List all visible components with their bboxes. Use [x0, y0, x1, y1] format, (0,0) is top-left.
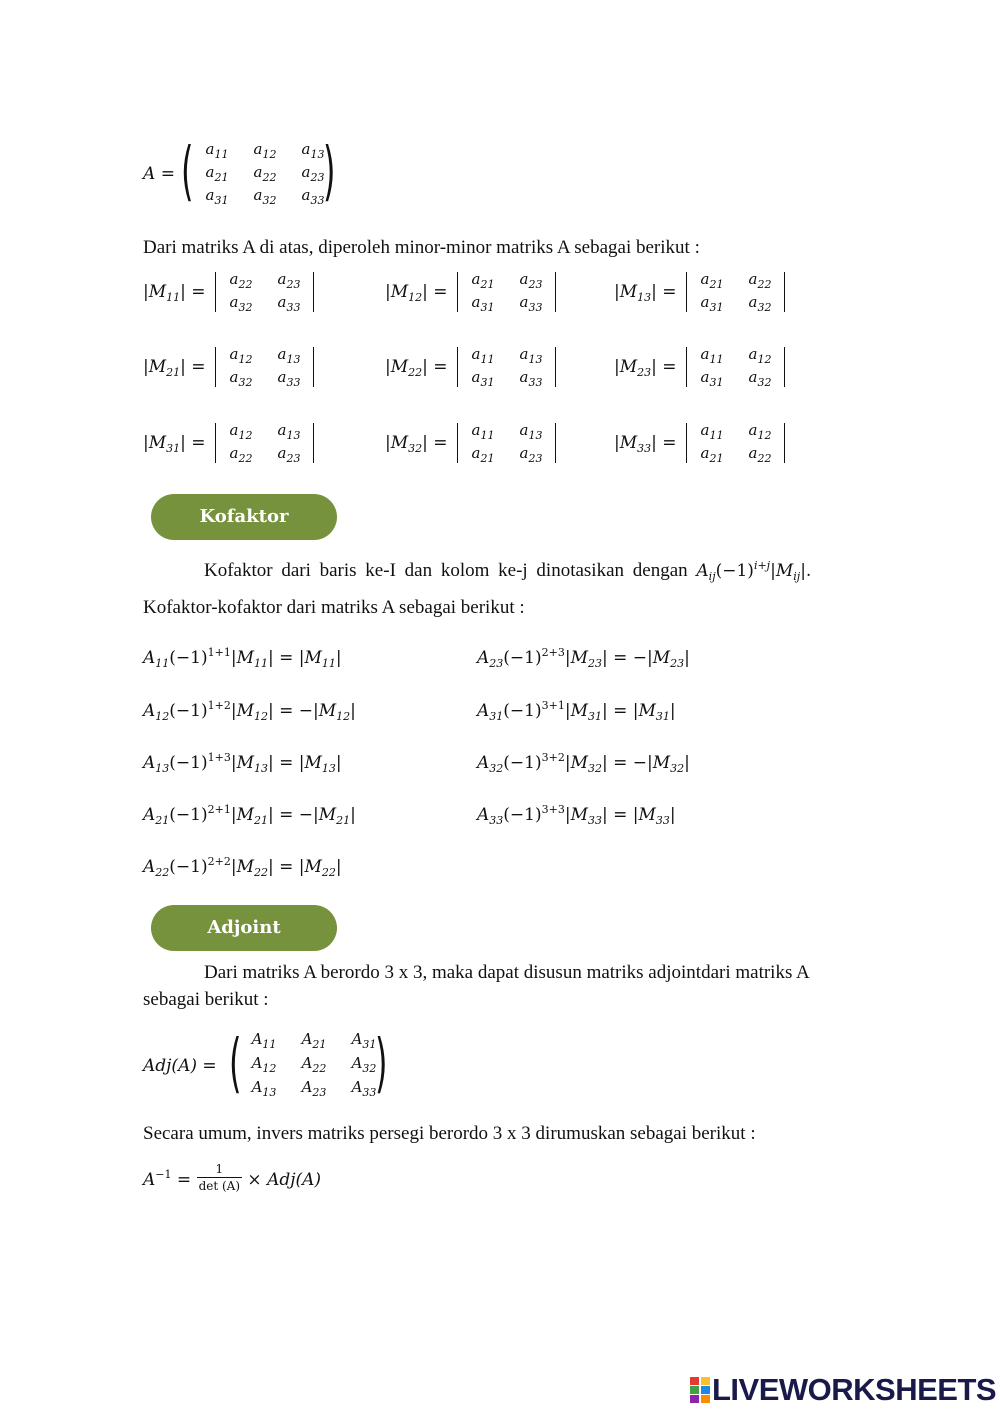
matrix-entry: $a_{13}$ — [519, 421, 543, 442]
matrix-entry: $a_{23}$ — [301, 163, 325, 184]
adj-right-paren: ) — [375, 1027, 388, 1101]
kofaktor-definition — [204, 560, 864, 582]
matrix-entry: $a_{13}$ — [519, 345, 543, 366]
matrix-entry: $a_{21}$ — [471, 444, 495, 465]
cofactor-a31: $A_{31}(-1)^{3+1}|M_{31}| = |M_{31}|$ — [477, 699, 676, 723]
minor-label: $|M_{22}|$ = — [385, 357, 448, 379]
matrix-entry: $a_{33}$ — [519, 368, 543, 389]
right-paren: ) — [323, 135, 336, 209]
matrix-entry: $a_{32}$ — [748, 293, 772, 314]
determinant-right-bar — [784, 423, 785, 463]
liveworksheets-logo — [690, 1372, 996, 1408]
determinant-left-bar — [686, 347, 687, 387]
matrix-entry: $a_{23}$ — [519, 270, 543, 291]
kofaktor-intro: Kofaktor-kofaktor dari matriks A sebagai berikut : — [143, 597, 525, 618]
minor-label: $|M_{33}|$ = — [614, 433, 677, 455]
matrix-entry: $A_{11}$ — [251, 1030, 277, 1051]
cofactor-a21: $A_{21}(-1)^{2+1}|M_{21}| = -|M_{21}|$ — [143, 803, 356, 827]
matrix-entry: $a_{21}$ — [471, 270, 495, 291]
determinant-right-bar — [313, 347, 314, 387]
matrix-entry: $a_{32}$ — [229, 368, 253, 389]
matrix-entry: $a_{22}$ — [748, 270, 772, 291]
minor-m23 — [614, 345, 789, 391]
matrix-entry: $a_{11}$ — [471, 345, 495, 366]
matrix-entry: $a_{11}$ — [205, 140, 229, 161]
matrix-entry: $a_{33}$ — [301, 186, 325, 207]
matrix-entry: $a_{23}$ — [277, 270, 301, 291]
kofaktor-formula: $A_{ij}(-1)^{i+j}|M_{ij}|$. — [696, 559, 812, 583]
matrix-entry: $a_{33}$ — [519, 293, 543, 314]
determinant-right-bar — [784, 347, 785, 387]
inverse-formula: $A^{-1}$ = 1 det (A) × Adj(A) — [143, 1162, 322, 1193]
matrix-entry: $a_{31}$ — [205, 186, 229, 207]
minor-label: $|M_{21}|$ = — [143, 357, 206, 379]
cofactor-a11: $A_{11}(-1)^{1+1}|M_{11}| = |M_{11}|$ — [143, 646, 342, 670]
determinant-left-bar — [215, 272, 216, 312]
matrix-entry: $a_{33}$ — [277, 293, 301, 314]
minor-label: $|M_{13}|$ = — [614, 282, 677, 304]
matrix-entry: $a_{12}$ — [253, 140, 277, 161]
matrix-entry: $a_{31}$ — [700, 368, 724, 389]
matrix-entry: $a_{21}$ — [205, 163, 229, 184]
matrix-entry: $a_{12}$ — [229, 421, 253, 442]
matrix-entry: $A_{13}$ — [251, 1078, 277, 1099]
matrix-entry: $a_{22}$ — [748, 444, 772, 465]
minor-m33 — [614, 421, 789, 467]
matrix-entry: $a_{31}$ — [471, 293, 495, 314]
inverse-fraction — [197, 1162, 242, 1193]
cofactor-a13: $A_{13}(-1)^{1+3}|M_{13}| = |M_{13}|$ — [143, 751, 342, 775]
matrix-entry: $a_{23}$ — [277, 444, 301, 465]
matrix-entry: $a_{22}$ — [253, 163, 277, 184]
fraction-denominator: det (A) — [198, 1179, 241, 1193]
determinant-left-bar — [457, 347, 458, 387]
matrix-entry: $a_{31}$ — [700, 293, 724, 314]
matrix-entry: $A_{12}$ — [251, 1054, 277, 1075]
adjoint-badge: Adjoint — [151, 905, 337, 951]
determinant-right-bar — [313, 423, 314, 463]
matrix-entry: $A_{31}$ — [351, 1030, 377, 1051]
determinant-right-bar — [555, 347, 556, 387]
determinant-left-bar — [686, 272, 687, 312]
matrix-entry: $A_{32}$ — [351, 1054, 377, 1075]
matrix-entry: $a_{13}$ — [277, 421, 301, 442]
minor-label: $|M_{11}|$ = — [143, 282, 206, 304]
minor-m32 — [385, 421, 560, 467]
determinant-left-bar — [686, 423, 687, 463]
determinant-left-bar — [215, 423, 216, 463]
minor-label: $|M_{23}|$ = — [614, 357, 677, 379]
matrix-entry: $a_{32}$ — [748, 368, 772, 389]
cofactor-a22: $A_{22}(-1)^{2+2}|M_{22}| = |M_{22}|$ — [143, 855, 342, 879]
determinant-right-bar — [555, 272, 556, 312]
cofactor-a12: $A_{12}(-1)^{1+2}|M_{12}| = -|M_{12}|$ — [143, 699, 356, 723]
matrix-entry: $a_{13}$ — [301, 140, 325, 161]
matrix-entry: $a_{11}$ — [700, 421, 724, 442]
liveworksheets-logo-text: LIVEWORKSHEETS — [712, 1372, 997, 1407]
determinant-right-bar — [784, 272, 785, 312]
minor-m31 — [143, 421, 318, 467]
adjoint-text-line2: sebagai berikut : — [143, 989, 269, 1010]
determinant-right-bar — [313, 272, 314, 312]
cofactor-a33: $A_{33}(-1)^{3+3}|M_{33}| = |M_{33}|$ — [477, 803, 676, 827]
determinant-left-bar — [215, 347, 216, 387]
determinant-right-bar — [555, 423, 556, 463]
matrix-entry: $a_{13}$ — [277, 345, 301, 366]
kofaktor-badge: Kofaktor — [151, 494, 337, 540]
cofactor-a32: $A_{32}(-1)^{3+2}|M_{32}| = -|M_{32}|$ — [477, 751, 690, 775]
kofaktor-text: Kofaktor dari baris ke-I dan kolom ke-j dinotasikan dengan — [204, 560, 688, 581]
minor-m21 — [143, 345, 318, 391]
minor-intro: Dari matriks A di atas, diperoleh minor-minor matriks A sebagai berikut : — [143, 237, 700, 258]
determinant-left-bar — [457, 272, 458, 312]
matrix-entry: $a_{21}$ — [700, 270, 724, 291]
inverse-lhs: A — [143, 1170, 156, 1190]
matrix-entry: $a_{31}$ — [471, 368, 495, 389]
cofactor-a23: $A_{23}(-1)^{2+3}|M_{23}| = -|M_{23}|$ — [477, 646, 690, 670]
minor-label: $|M_{31}|$ = — [143, 433, 206, 455]
matrix-entry: $a_{22}$ — [229, 444, 253, 465]
liveworksheets-logo-icon — [690, 1377, 710, 1403]
minor-label: $|M_{32}|$ = — [385, 433, 448, 455]
matrix-entry: $A_{33}$ — [351, 1078, 377, 1099]
matrix-entry: $a_{12}$ — [748, 345, 772, 366]
left-paren: ( — [181, 135, 194, 209]
fraction-bar — [197, 1177, 242, 1178]
matrix-entry: $a_{11}$ — [471, 421, 495, 442]
matrix-entry: $a_{32}$ — [253, 186, 277, 207]
matrix-entry: $a_{21}$ — [700, 444, 724, 465]
matrix-entry: $A_{21}$ — [301, 1030, 327, 1051]
matrix-entry: $a_{33}$ — [277, 368, 301, 389]
matrix-entry: $a_{32}$ — [229, 293, 253, 314]
adjoint-text-line1: Dari matriks A berordo 3 x 3, maka dapat disusun matriks adjointdari matriks A — [204, 962, 810, 983]
inverse-intro: Secara umum, invers matriks persegi berordo 3 x 3 dirumuskan sebagai berikut : — [143, 1123, 756, 1144]
matrix-entry: $a_{12}$ — [748, 421, 772, 442]
matrix-a-lhs: A = — [143, 164, 175, 184]
adj-left-paren: ( — [229, 1027, 242, 1101]
matrix-entry: $a_{11}$ — [700, 345, 724, 366]
minor-label: $|M_{12}|$ = — [385, 282, 448, 304]
matrix-entry: $a_{12}$ — [229, 345, 253, 366]
minor-m12 — [385, 270, 560, 316]
minor-m13 — [614, 270, 789, 316]
matrix-a-definition — [143, 135, 343, 212]
matrix-entry: $a_{23}$ — [519, 444, 543, 465]
minor-m11 — [143, 270, 318, 316]
inverse-rhs: × Adj(A) — [247, 1170, 322, 1190]
determinant-left-bar — [457, 423, 458, 463]
fraction-numerator: 1 — [215, 1162, 224, 1176]
adjoint-lhs: Adj(A) = — [143, 1056, 217, 1076]
adjoint-matrix — [143, 1027, 403, 1106]
matrix-entry: $A_{22}$ — [301, 1054, 327, 1075]
inverse-exponent: −1 — [155, 1168, 172, 1181]
matrix-entry: $a_{22}$ — [229, 270, 253, 291]
matrix-entry: $A_{23}$ — [301, 1078, 327, 1099]
minor-m22 — [385, 345, 560, 391]
